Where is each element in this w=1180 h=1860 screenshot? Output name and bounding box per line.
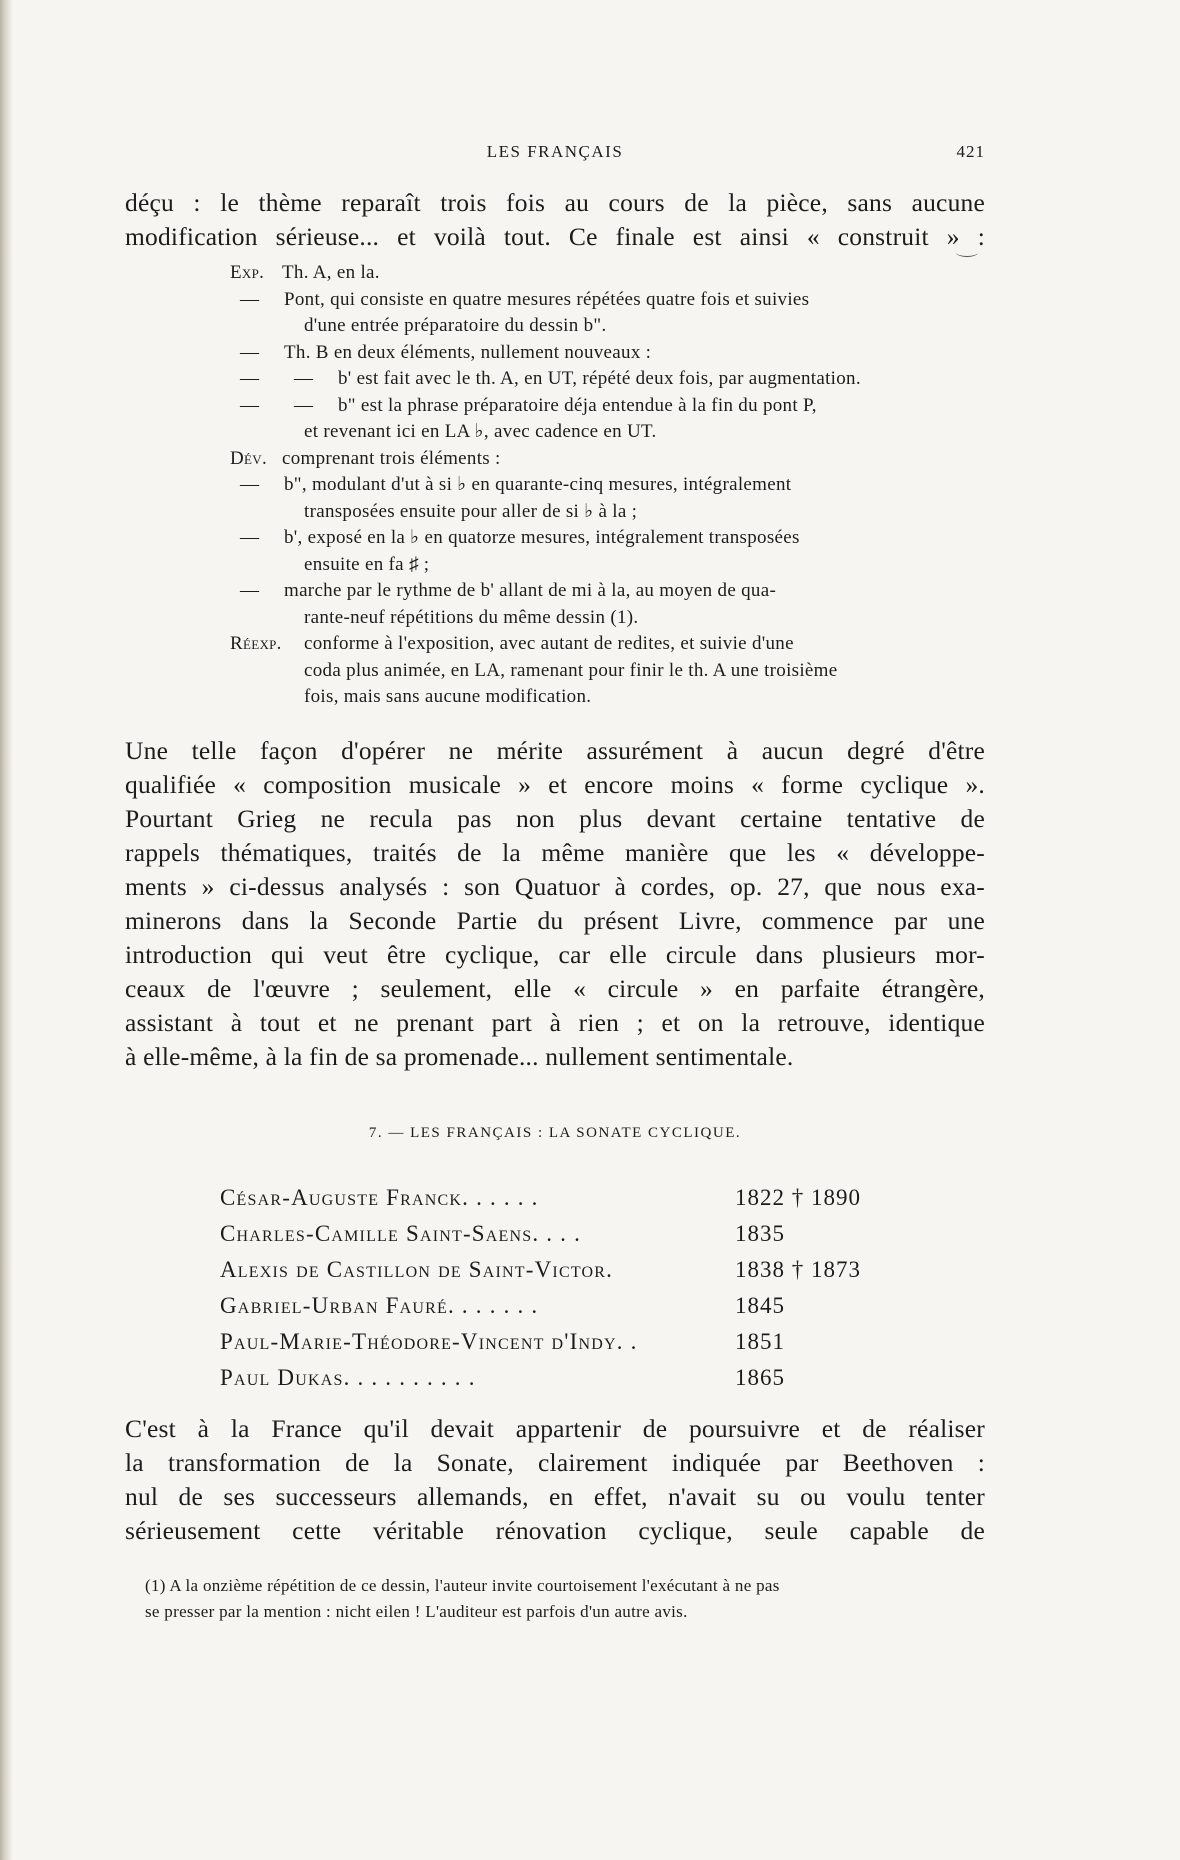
composer-years: 1835	[735, 1221, 785, 1246]
analysis-row-dev	[230, 446, 990, 473]
em-dash: —	[240, 580, 260, 601]
analysis-row-reexp	[230, 631, 990, 658]
em-dash: —	[240, 474, 260, 495]
composer-name: Paul-Marie-Théodore-Vincent d'Indy. .	[220, 1329, 638, 1354]
dev-first-line: comprenant trois éléments :	[282, 447, 501, 469]
em-dash: —	[240, 394, 260, 416]
analysis-row	[230, 287, 990, 314]
text-line: ments » ci-dessus analysés : son Quatuor à cordes, op. 27, que nous exa-	[125, 872, 985, 901]
printers-mark	[956, 248, 978, 257]
analysis-row	[230, 552, 990, 579]
composer-name: Alexis de Castillon de Saint-Victor.	[220, 1257, 614, 1282]
analysis-row	[230, 419, 990, 446]
text-line: introduction qui veut être cyclique, car elle circule dans plusieurs mor-	[125, 940, 985, 969]
analysis-text: marche par le rythme de b' allant de mi à la, au moyen de qua-	[284, 580, 777, 601]
composer-years: 1851	[735, 1329, 785, 1354]
running-head-title: LES FRANÇAIS	[486, 142, 624, 161]
text-line: modification sérieuse... et voilà tout. Ce finale est ainsi « construit » :	[125, 222, 985, 251]
analysis-text: transposées ensuite pour aller de si ♭ à la ;	[304, 500, 638, 522]
composer-name: César-Auguste Franck. . . . . .	[220, 1185, 539, 1210]
em-dash: —	[294, 394, 314, 416]
analysis-text: d'une entrée préparatoire du dessin b".	[304, 315, 607, 336]
composer-row	[220, 1180, 920, 1216]
composer-years: 1865	[735, 1365, 785, 1390]
composer-row	[220, 1360, 920, 1396]
section-heading: 7. — LES FRANÇAIS : LA SONATE CYCLIQUE.	[368, 1125, 742, 1141]
footnote-line: se presser par la mention : nicht eilen ! L'auditeur est parfois d'un autre avis.	[145, 1602, 688, 1621]
analysis-row	[230, 499, 990, 526]
text-line: Pourtant Grieg ne recula pas non plus devant certaine tentative de	[125, 804, 985, 833]
text-line: minerons dans la Seconde Partie du présent Livre, commence par une	[125, 906, 985, 935]
text-line: sérieusement cette véritable rénovation cyclique, seule capable de	[125, 1516, 985, 1545]
analysis-row	[230, 366, 990, 393]
footnote	[145, 1573, 990, 1625]
analysis-text: et revenant ici en LA ♭, avec cadence en UT.	[304, 421, 657, 442]
composer-row	[220, 1288, 920, 1324]
analysis-text: Pont, qui consiste en quatre mesures répétées quatre fois et suivies	[284, 288, 810, 310]
text-line: nul de ses successeurs allemands, en effet, n'avait su ou voulu tenter	[125, 1482, 985, 1511]
text-line: rappels thématiques, traités de la même manière que les « développe-	[125, 838, 985, 867]
form-analysis	[230, 260, 990, 711]
text-line: C'est à la France qu'il devait appartenir de poursuivre et de réaliser	[125, 1414, 985, 1443]
analysis-text: b", modulant d'ut à si ♭ en quarante-cinq mesures, intégralement	[284, 474, 792, 495]
reexp-label: Réexp.	[230, 633, 282, 654]
composer-years: 1822 † 1890	[735, 1185, 861, 1210]
analysis-row	[230, 313, 990, 340]
analysis-text: b" est la phrase préparatoire déja entendue à la fin du pont P,	[338, 394, 817, 416]
exp-first-line: Th. A, en la.	[282, 262, 380, 283]
composer-row	[220, 1324, 920, 1360]
text-line: ceaux de l'œuvre ; seulement, elle « circule » en parfaite étrangère,	[125, 974, 985, 1003]
text-line: qualifiée « composition musicale » et encore moins « forme cyclique ».	[125, 770, 985, 799]
em-dash: —	[240, 288, 260, 310]
em-dash: —	[240, 368, 260, 389]
analysis-row	[230, 658, 990, 685]
footnote-line: (1) A la onzième répétition de ce dessin, l'auteur invite courtoisement l'exécutant à ne pas	[145, 1576, 780, 1595]
em-dash: —	[240, 341, 260, 363]
analysis-text: ensuite en fa ♯ ;	[304, 553, 430, 575]
analysis-text: rante-neuf répétitions du même dessin (1).	[304, 606, 639, 628]
dev-label: Dév.	[230, 447, 268, 469]
page-edge-shadow	[0, 0, 13, 1860]
analysis-text: b' est fait avec le th. A, en UT, répété deux fois, par augmentation.	[338, 368, 861, 389]
em-dash: —	[294, 368, 314, 389]
analysis-row	[230, 605, 990, 632]
analysis-row	[230, 578, 990, 605]
analysis-row	[230, 340, 990, 367]
composer-row	[220, 1216, 920, 1252]
composer-name: Charles-Camille Saint-Saens. . . .	[220, 1221, 582, 1246]
em-dash: —	[240, 527, 260, 548]
composer-row	[220, 1252, 920, 1288]
exp-label: Exp.	[230, 262, 265, 283]
analysis-text: b', exposé en la ♭ en quatorze mesures, intégralement transposées	[284, 527, 800, 548]
text-line: à elle-même, à la fin de sa promenade... nullement sentimentale.	[125, 1042, 794, 1071]
analysis-row	[230, 684, 990, 711]
analysis-text: conforme à l'exposition, avec autant de redites, et suivie d'une	[304, 633, 794, 654]
analysis-row	[230, 472, 990, 499]
body-paragraph-3	[125, 1412, 985, 1548]
text-line: Une telle façon d'opérer ne mérite assurément à aucun degré d'être	[125, 736, 985, 765]
text-line: déçu : le thème reparaît trois fois au cours de la pièce, sans aucune	[125, 188, 985, 217]
analysis-text: Th. B en deux éléments, nullement nouveaux :	[284, 341, 652, 363]
composer-list	[220, 1180, 920, 1396]
composer-years: 1838 † 1873	[735, 1257, 861, 1282]
page-number: 421	[956, 142, 985, 161]
analysis-row	[230, 525, 990, 552]
body-paragraph-2	[125, 734, 985, 1074]
composer-name: Gabriel-Urban Fauré. . . . . . .	[220, 1293, 539, 1318]
composer-name: Paul Dukas. . . . . . . . . .	[220, 1365, 476, 1390]
text-line: assistant à tout et ne prenant part à rien ; et on la retrouve, identique	[125, 1008, 985, 1037]
composer-years: 1845	[735, 1293, 785, 1318]
analysis-row-exp	[230, 260, 990, 287]
running-header	[125, 140, 985, 166]
analysis-row	[230, 393, 990, 420]
intro-paragraph	[125, 186, 985, 254]
analysis-text: fois, mais sans aucune modification.	[304, 686, 592, 707]
text-line: la transformation de la Sonate, clairement indiquée par Beethoven :	[125, 1448, 985, 1477]
analysis-text: coda plus animée, en LA, ramenant pour finir le th. A une troisième	[304, 659, 838, 681]
